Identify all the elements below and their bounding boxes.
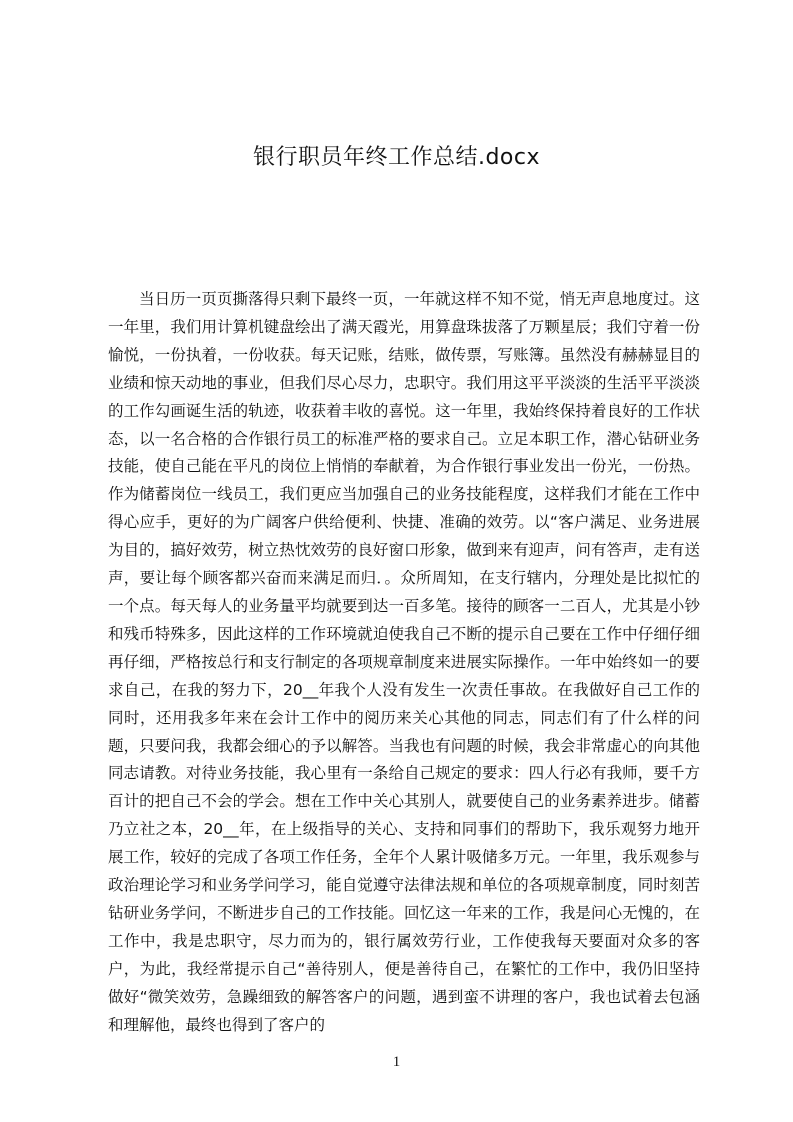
- page-number: 1: [392, 1054, 401, 1070]
- body-paragraph: 当日历一页页撕落得只剩下最终一页，一年就这样不知不觉，悄无声息地度过。这一年里，我们用计算机键盘绘出了满天霞光，用算盘珠拔落了万颗星辰；我们守着一份愉悦，一份执着，一份收获。每天记账，结账，做传票，写账簿。虽然没有赫赫显目的业绩和惊天动地的事业，但我们尽心尽力，忠职守。我们用这平平淡淡的生活平平淡淡的工作勾画诞生活的轨迹，收获着丰收的喜悦。这一年里，我始终保持着良好的工作状态，以一名合格的合作银行员工的标准严格的要求自己。立足本职工作，潜心钻研业务技能，使自己能在平凡的岗位上悄悄的奉献着，为合作银行事业发出一份光，一份热。作为储蓄岗位一线员工，我们更应当加强自己的业务技能程度，这样我们才能在工作中得心应手，更好的为广阔客户供给便利、快捷、准确的效劳。以“客户满足、业务进展为目的，搞好效劳，树立热忱效劳的良好窗口形象，做到来有迎声，问有答声，走有送声，要让每个顾客都兴奋而来满足而归．。众所周知，在支行辖内，分理处是比拟忙的一个点。每天每人的业务量平均就要到达一百多笔。接待的顾客一二百人，尤其是小钞和残币特殊多，因此这样的工作环境就迫使我自己不断的提示自己要在工作中仔细仔细再仔细，严格按总行和支行制定的各项规章制度来进展实际操作。一年中始终如一的要求自己，在我的努力下，20__年我个人没有发生一次责任事故。在我做好自己工作的同时，还用我多年来在会计工作中的阅历来关心其他的同志，同志们有了什么样的问题，只要问我，我都会细心的予以解答。当我也有问题的时候，我会非常虚心的向其他同志请教。对待业务技能，我心里有一条给自己规定的要求：四人行必有我师，要千方百计的把自己不会的学会。想在工作中关心其别人，就要使自己的业务素养进步。储蓄乃立社之本，20__年，在上级指导的关心、支持和同事们的帮助下，我乐观努力地开展工作，较好的完成了各项工作任务，全年个人累计吸储多万元。一年里，我乐观参与政治理论学习和业务学问学习，能自觉遵守法律法规和单位的各项规章制度，同时刻苦钻研业务学问，不断进步自己的工作技能。回忆这一年来的工作，我是问心无愧的，在工作中，我是忠职守，尽力而为的，银行属效劳行业，工作使我每天要面对众多的客户，为此，我经常提示自己“善待别人，便是善待自己，在繁忙的工作中，我仍旧坚持做好“微笑效劳，急躁细致的解答客户的问题，遇到蛮不讲理的客户，我也试着去包涵和理解他，最终也得到了客户的: [108, 290, 700, 1034]
- document-title: 银行职员年终工作总结.docx: [252, 145, 541, 170]
